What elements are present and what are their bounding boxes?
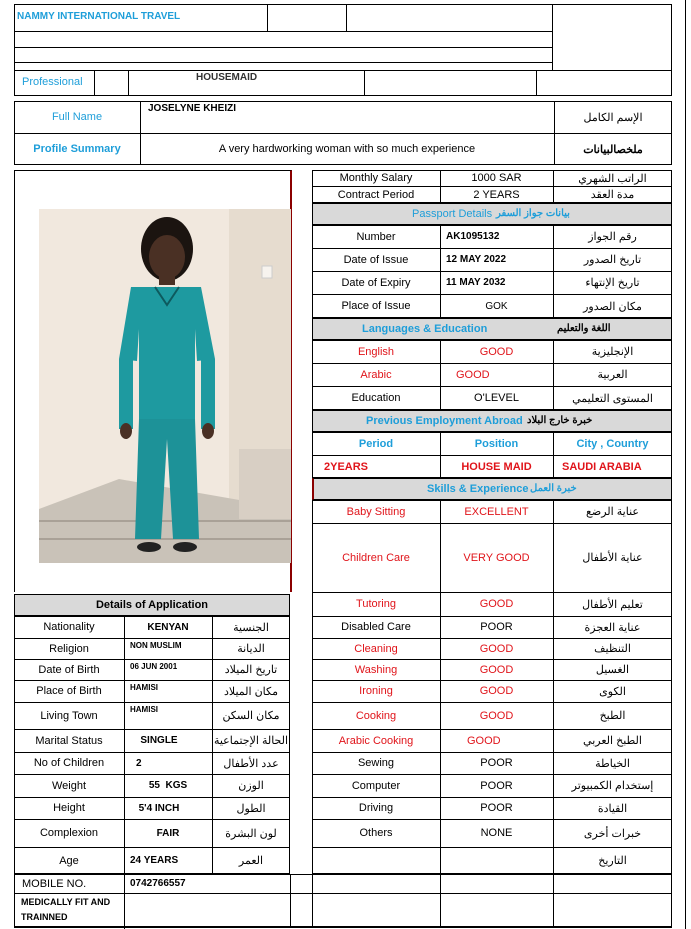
skill-ar: القيادة (597, 802, 628, 815)
mobile-label: MOBILE NO. (22, 877, 87, 890)
children-label: No of Children (33, 757, 105, 769)
pob-ar: مكان الميلاد (224, 685, 279, 698)
contract-period-ar: مدة العقد (590, 189, 635, 201)
salary-ar: الراتب الشهري (578, 172, 647, 185)
passport-number-label: Number (356, 230, 396, 243)
skills-heading-label: Skills & Experience (427, 483, 529, 495)
contract-period-label: Contract Period (337, 188, 415, 201)
medical-line2: TRAINNED (21, 912, 68, 922)
education-label: Education (351, 392, 401, 404)
employment-heading-label: Previous Employment Abroad (366, 415, 523, 427)
passport-number-ar: رقم الجواز (588, 231, 637, 243)
skill-ar: خبرات أخرى (583, 827, 642, 840)
pob-label: Place of Birth (36, 685, 102, 697)
contract-period-value: 2 YEARS (473, 188, 520, 201)
skill-value: GOOD (479, 598, 514, 610)
skill-value: POOR (480, 802, 513, 814)
full-name-value: JOSELYNE KHEIZI (148, 103, 236, 114)
nationality-label: Nationality (43, 621, 95, 633)
skill-ar: عناية العجزة (584, 621, 641, 634)
skill-value: POOR (480, 757, 513, 769)
age-value: 24 YEARS (130, 855, 179, 866)
education-ar: المستوى التعليمي (572, 392, 653, 405)
skill-label: Sewing (357, 757, 395, 769)
skills-heading-ar: خبرة العمل (530, 483, 577, 494)
skill-value: VERY GOOD (463, 551, 530, 564)
passport-issue-value: 12 MAY 2022 (446, 254, 507, 265)
children-ar: عدد الأطفال (223, 757, 279, 770)
nationality-ar: الجنسية (233, 621, 269, 634)
employment-col-period: Period (358, 437, 394, 450)
lang-arabic-ar: العربية (597, 369, 628, 381)
passport-issue-ar: تاريخ الصدور (583, 254, 642, 266)
skill-ar: التنظيف (594, 643, 631, 655)
skill-value: NONE (480, 827, 513, 839)
skill-ar: تعليم الأطفال (582, 598, 643, 611)
age-ar: العمر (238, 855, 264, 867)
dob-label: Date of Birth (38, 663, 100, 676)
children-value: 2 (136, 757, 142, 769)
age-label: Age (59, 854, 79, 867)
skill-label: Tutoring (356, 598, 396, 610)
passport-expiry-label: Date of Expiry (341, 276, 411, 289)
complexion-ar: لون البشرة (225, 827, 277, 840)
employment-country: SAUDI ARABIA (562, 460, 642, 473)
lang-arabic-value: GOOD (456, 368, 490, 381)
employment-col-position: Position (474, 437, 519, 450)
skill-label: Baby Sitting (346, 505, 406, 518)
education-value: O'LEVEL (474, 392, 519, 404)
skill-ar: الكوى (599, 685, 626, 698)
skill-value: POOR (480, 621, 513, 633)
skill-ar: عناية الرضع (586, 506, 639, 518)
height-label: Height (53, 802, 85, 814)
complexion-value: FAIR (156, 827, 180, 839)
religion-label: Religion (49, 642, 89, 655)
skill-value: POOR (480, 779, 513, 792)
lang-english-ar: الإنجليزية (591, 346, 634, 358)
mobile-value: 0742766557 (130, 878, 186, 889)
living-town-label: Living Town (40, 709, 98, 722)
passport-place-value: GOK (485, 300, 508, 312)
languages-heading-ar: اللغة والتعليم (557, 323, 611, 334)
weight-label: Weight (51, 779, 87, 792)
skill-ar: الطبخ العربي (583, 735, 642, 747)
passport-expiry-ar: تاريخ الإنتهاء (585, 277, 640, 289)
employment-period: 2YEARS (324, 460, 369, 473)
marital-label: Marital Status (35, 734, 103, 747)
skill-label: Cleaning (354, 642, 398, 655)
category-label: Professional (22, 76, 83, 88)
languages-heading-label: Languages & Education (362, 323, 488, 335)
summary-value: A very hardworking woman with so much experience (218, 143, 476, 155)
skill-ar: عناية الأطفال (582, 552, 643, 564)
passport-place-label: Place of Issue (341, 300, 411, 312)
skill-value: GOOD (479, 709, 514, 722)
religion-ar: الديانة (237, 643, 265, 655)
skill-ar: الخياطة (595, 757, 630, 770)
skill-value: GOOD (479, 642, 514, 655)
weight-ar: الوزن (238, 780, 264, 792)
passport-issue-label: Date of Issue (343, 253, 409, 266)
skill-value: GOOD (479, 663, 514, 676)
skill-label: Cooking (355, 709, 397, 722)
passport-place-ar: مكان الصدور (583, 300, 642, 313)
employment-position: HOUSE MAID (461, 460, 532, 473)
pob-value: HAMISI (130, 683, 158, 692)
summary-ar: ملخصالبيانات (583, 143, 643, 156)
dob-value: 06 JUN 2001 (130, 662, 178, 671)
passport-expiry-value: 11 MAY 2032 (446, 277, 506, 288)
living-town-value: HAMISI (130, 705, 158, 714)
skill-label: Others (359, 827, 393, 839)
skill-label: Washing (354, 663, 398, 676)
skill-value: GOOD (467, 734, 501, 747)
height-ar: الطول (236, 802, 266, 815)
religion-value: NON MUSLIM (130, 641, 182, 650)
employment-col-country: City , Country (576, 437, 649, 450)
weight-value: 55 KGS (148, 780, 188, 791)
living-town-ar: مكان السكن (222, 710, 280, 722)
skill-ar: إستخدام الكمبيوتر (571, 780, 654, 792)
lang-arabic-label: Arabic (360, 368, 392, 381)
skill-label: Children Care (342, 551, 410, 564)
summary-label: Profile Summary (33, 143, 121, 155)
skill-value: GOOD (479, 685, 514, 697)
skill-label: Computer (351, 779, 401, 792)
position-title: HOUSEMAID (196, 72, 258, 83)
skill-value: EXCELLENT (464, 505, 529, 518)
skill-ar: الطبخ (599, 710, 626, 722)
skill-ar: الغسيل (595, 664, 630, 676)
marital-value: SINGLE (140, 735, 178, 746)
nationality-value: KENYAN (147, 621, 189, 633)
skill-label: Ironing (359, 685, 393, 697)
employment-heading-ar: خبرة خارج البلاد (527, 415, 593, 426)
agency-name: NAMMY INTERNATIONAL TRAVEL (17, 11, 181, 22)
skill-label: Disabled Care (341, 621, 411, 633)
salary-value: 1000 SAR (471, 172, 522, 184)
applicant-photo (39, 209, 291, 563)
marital-ar: الحالة الإجتماعية (213, 735, 289, 747)
passport-heading-ar: بيانات جواز السفر (496, 208, 570, 219)
application-heading-label: Details of Application (95, 599, 209, 611)
skill-label: Arabic Cooking (338, 734, 414, 747)
lang-english-label: English (357, 345, 395, 358)
skill-label: Driving (358, 802, 394, 814)
full-name-label: Full Name (51, 111, 103, 123)
height-value: 5'4 INCH (138, 802, 180, 814)
complexion-label: Complexion (39, 827, 99, 839)
full-name-ar: الإسم الكامل (583, 111, 643, 124)
salary-label: Monthly Salary (339, 172, 413, 184)
passport-heading-label: Passport Details (412, 208, 493, 220)
medical-line1: MEDICALLY FIT AND (21, 897, 111, 907)
passport-number-value: AK1095132 (446, 231, 500, 242)
lang-english-value: GOOD (479, 345, 514, 358)
date-ar: التاريخ (598, 855, 627, 867)
dob-ar: تاريخ الميلاد (224, 664, 278, 676)
